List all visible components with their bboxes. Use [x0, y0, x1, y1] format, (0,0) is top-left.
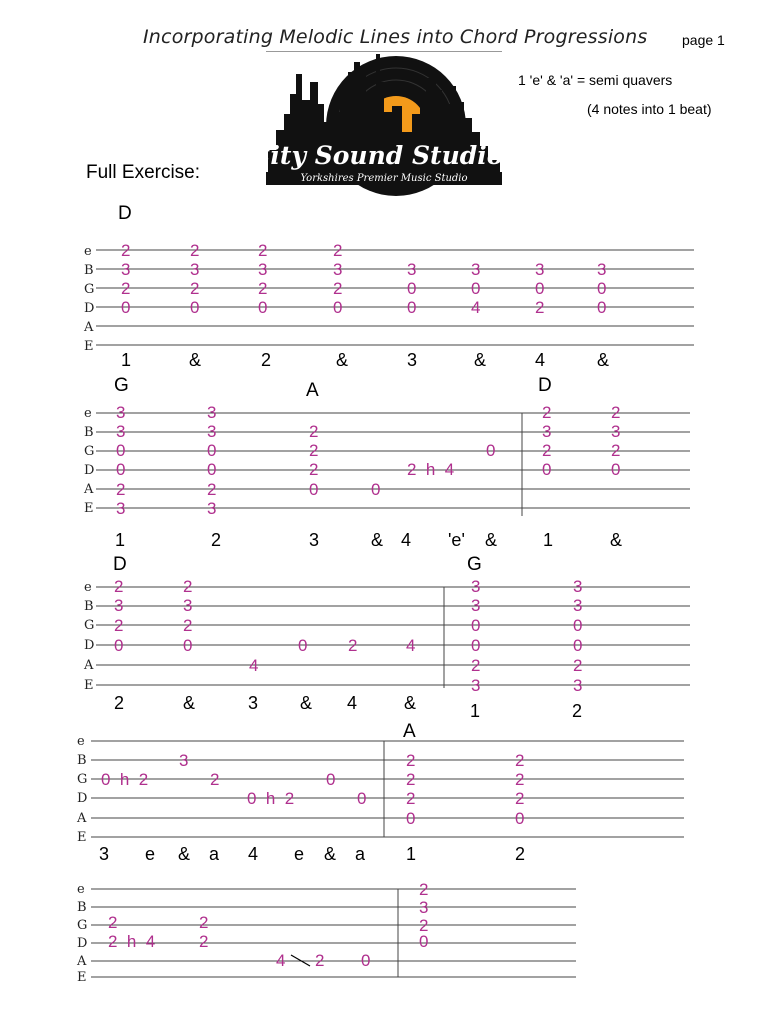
fret-number: 3	[597, 260, 607, 279]
fret-number: 2	[315, 951, 325, 970]
string-name: e	[84, 580, 92, 595]
string-name: A	[84, 482, 94, 497]
string-name: B	[84, 425, 94, 440]
fret-number: 0	[407, 279, 417, 298]
string-name: G	[84, 444, 95, 459]
string-name: D	[77, 936, 88, 951]
beat-count: e	[145, 844, 156, 864]
fret-number: 2	[406, 770, 416, 789]
chord-label: D	[118, 203, 132, 224]
string-name: B	[84, 599, 94, 614]
beat-count: 'e'	[448, 530, 465, 550]
fret-number: 0	[361, 951, 371, 970]
string-name: G	[84, 282, 95, 297]
fret-number: 0	[333, 298, 343, 317]
fret-number: 3	[471, 676, 481, 695]
beat-count: &	[336, 350, 349, 370]
beat-count: 3	[407, 350, 418, 370]
beat-count: 1	[406, 844, 417, 864]
string-name: E	[84, 678, 94, 693]
fret-number: 3	[573, 676, 583, 695]
fret-number: 0	[116, 441, 126, 460]
fret-number: 3	[471, 577, 481, 596]
fret-number: 2	[611, 441, 621, 460]
string-name: E	[84, 339, 94, 354]
fret-number: 2	[573, 656, 583, 675]
fret-number: 3	[207, 422, 217, 441]
fret-number: 2	[210, 770, 220, 789]
chord-label: A	[306, 380, 319, 401]
beat-count: 2	[515, 844, 526, 864]
fret-number: 0	[471, 616, 481, 635]
fret-number: 3	[258, 260, 268, 279]
semiquaver-note-detail: (4 notes into 1 beat)	[587, 101, 712, 117]
beat-count: &	[404, 693, 417, 713]
fret-number: 4	[406, 636, 416, 655]
fret-number: 3	[116, 499, 126, 518]
fret-number: 3	[207, 499, 217, 518]
string-name: E	[84, 501, 94, 516]
beat-count: 3	[248, 693, 259, 713]
fret-number: 0	[357, 789, 367, 808]
fret-number: 2	[542, 403, 552, 422]
fret-number: 2	[406, 751, 416, 770]
fret-number: 2	[309, 422, 319, 441]
logo-tagline: Yorkshires Premier Music Studio	[300, 173, 468, 184]
staff-lines	[91, 889, 576, 977]
beat-count: 2	[261, 350, 272, 370]
beat-counts	[114, 693, 582, 721]
beat-count: &	[178, 844, 191, 864]
beat-count: &	[324, 844, 337, 864]
chord-label: D	[538, 375, 552, 396]
fret-number: 2	[121, 279, 131, 298]
fret-number: 2	[471, 656, 481, 675]
fret-number: 2	[515, 751, 525, 770]
beat-count: 2	[572, 701, 583, 721]
fret-number: 3	[611, 422, 621, 441]
fret-number: 2	[190, 241, 200, 260]
fret-number: 2	[121, 241, 131, 260]
string-name: D	[77, 791, 88, 806]
string-name: e	[77, 882, 85, 897]
fret-number: 4	[249, 656, 259, 675]
beat-count: 1	[115, 530, 126, 550]
fret-number: 0	[535, 279, 545, 298]
fret-number: 2	[419, 916, 429, 935]
fret-number: 2	[515, 770, 525, 789]
fret-number: 4	[276, 951, 286, 970]
beat-counts	[121, 350, 609, 370]
fret-numbers	[114, 577, 582, 695]
string-name: A	[77, 954, 87, 969]
beat-count: &	[371, 530, 384, 550]
fret-number: 0	[407, 298, 417, 317]
logo-name: City Sound Studios	[250, 141, 518, 170]
fret-number: 2	[114, 577, 124, 596]
fret-number: 0	[298, 636, 308, 655]
fret-number: 0	[573, 636, 583, 655]
fret-number: 2	[406, 789, 416, 808]
fret-number: 3	[179, 751, 189, 770]
fret-number: 0	[542, 460, 552, 479]
fret-number: 2	[611, 403, 621, 422]
fret-number: 3	[183, 596, 193, 615]
string-name: A	[84, 658, 94, 673]
string-name: G	[77, 772, 88, 787]
fret-number: 3	[419, 898, 429, 917]
fret-number: 3	[114, 596, 124, 615]
fret-number: 2	[183, 616, 193, 635]
chord-label: G	[467, 554, 482, 575]
fret-number: 0	[121, 298, 131, 317]
string-name: A	[77, 811, 87, 826]
beat-count: 4	[347, 693, 358, 713]
beat-count: &	[485, 530, 498, 550]
beat-count: e	[294, 844, 305, 864]
fret-number: 3	[573, 596, 583, 615]
beat-counts	[99, 844, 525, 864]
beat-counts	[115, 530, 622, 550]
city-sound-studios-logo	[250, 52, 518, 185]
chord-label: D	[113, 554, 127, 575]
fret-number: 0	[309, 480, 319, 499]
string-name: G	[77, 918, 88, 933]
chord-label: G	[114, 375, 129, 396]
string-name: E	[77, 830, 87, 845]
beat-count: a	[209, 844, 220, 864]
fret-number: 3	[407, 260, 417, 279]
fret-number: 0	[419, 932, 429, 951]
fret-number: 0	[258, 298, 268, 317]
fret-number hammer-on: 2 h 4	[407, 460, 455, 479]
beat-count: &	[189, 350, 202, 370]
string-name: E	[77, 970, 87, 985]
beat-count: &	[610, 530, 623, 550]
string-name: G	[84, 618, 95, 633]
fret-number: 0	[515, 809, 525, 828]
fret-number: 0	[471, 279, 481, 298]
fret-number: 0	[611, 460, 621, 479]
fret-number: 0	[207, 441, 217, 460]
staff-lines	[96, 250, 694, 345]
beat-count: 4	[535, 350, 546, 370]
fret-number: 2	[199, 913, 209, 932]
beat-count: &	[474, 350, 487, 370]
fret-number: 2	[515, 789, 525, 808]
string-name: D	[84, 638, 95, 653]
fret-number: 2	[348, 636, 358, 655]
fret-number: 3	[116, 403, 126, 422]
fret-number: 3	[471, 260, 481, 279]
fret-number: 3	[121, 260, 131, 279]
fret-number: 0	[486, 441, 496, 460]
fret-number: 0	[116, 460, 126, 479]
string-name: B	[84, 263, 94, 278]
fret-number: 3	[471, 596, 481, 615]
fret-number: 0	[207, 460, 217, 479]
exercise-heading: Full Exercise:	[86, 162, 201, 183]
fret-number: 0	[406, 809, 416, 828]
fret-number: 2	[207, 480, 217, 499]
staff-lines	[91, 741, 684, 837]
fret-number: 2	[108, 913, 118, 932]
staff-lines	[96, 587, 690, 688]
fret-number: 3	[207, 403, 217, 422]
fret-numbers	[101, 751, 524, 828]
string-name: B	[77, 753, 87, 768]
fret-number: 3	[542, 422, 552, 441]
fret-number: 2	[183, 577, 193, 596]
fret-number: 0	[114, 636, 124, 655]
fret-number: 2	[333, 279, 343, 298]
string-name: e	[84, 406, 92, 421]
fret-number: 2	[190, 279, 200, 298]
fret-number: 2	[333, 241, 343, 260]
fret-number: 0	[597, 279, 607, 298]
string-name: e	[84, 244, 92, 259]
document-title: Incorporating Melodic Lines into Chord Progressions	[143, 26, 648, 48]
string-name: D	[84, 301, 95, 316]
beat-count: 4	[248, 844, 259, 864]
fret-number: 2	[535, 298, 545, 317]
beat-count: 4	[401, 530, 412, 550]
staff-lines	[96, 413, 690, 516]
fret-number: 0	[471, 636, 481, 655]
beat-count: a	[355, 844, 366, 864]
beat-count: 2	[114, 693, 125, 713]
fret-number: 3	[190, 260, 200, 279]
fret-number: 2	[116, 480, 126, 499]
fret-number: 0	[597, 298, 607, 317]
beat-count: &	[597, 350, 610, 370]
fret-number: 2	[258, 279, 268, 298]
fret-number hammer-on: 0 h 2	[247, 789, 295, 808]
fret-number: 2	[114, 616, 124, 635]
fret-number: 3	[573, 577, 583, 596]
page-number: page 1	[682, 32, 725, 48]
fret-number: 0	[573, 616, 583, 635]
slide-line	[291, 955, 310, 966]
fret-number: 2	[199, 932, 209, 951]
beat-count: 2	[211, 530, 222, 550]
fret-number: 2	[419, 880, 429, 899]
fret-numbers	[108, 880, 428, 970]
fret-number: 2	[309, 441, 319, 460]
fret-number: 3	[116, 422, 126, 441]
string-name: A	[84, 320, 94, 335]
beat-count: 3	[309, 530, 320, 550]
fret-number hammer-on: 2 h 4	[108, 932, 156, 951]
fret-numbers	[116, 403, 620, 518]
fret-number hammer-on: 0 h 2	[101, 770, 149, 789]
fret-number: 2	[309, 460, 319, 479]
beat-count: &	[183, 693, 196, 713]
fret-number: 0	[183, 636, 193, 655]
beat-count: 3	[99, 844, 110, 864]
fret-number: 0	[190, 298, 200, 317]
fret-number: 3	[333, 260, 343, 279]
fret-number: 0	[371, 480, 381, 499]
chord-label: A	[403, 721, 416, 742]
string-name: D	[84, 463, 95, 478]
string-name: B	[77, 900, 87, 915]
fret-number: 0	[326, 770, 336, 789]
fret-number: 2	[542, 441, 552, 460]
fret-number: 2	[258, 241, 268, 260]
semiquaver-note: 1 'e' & 'a' = semi quavers	[518, 72, 673, 88]
beat-count: 1	[543, 530, 554, 550]
fret-number: 4	[471, 298, 481, 317]
fret-numbers	[121, 241, 606, 317]
beat-count: 1	[121, 350, 132, 370]
string-name: e	[77, 734, 85, 749]
beat-count: &	[300, 693, 313, 713]
beat-count: 1	[470, 701, 481, 721]
fret-number: 3	[535, 260, 545, 279]
